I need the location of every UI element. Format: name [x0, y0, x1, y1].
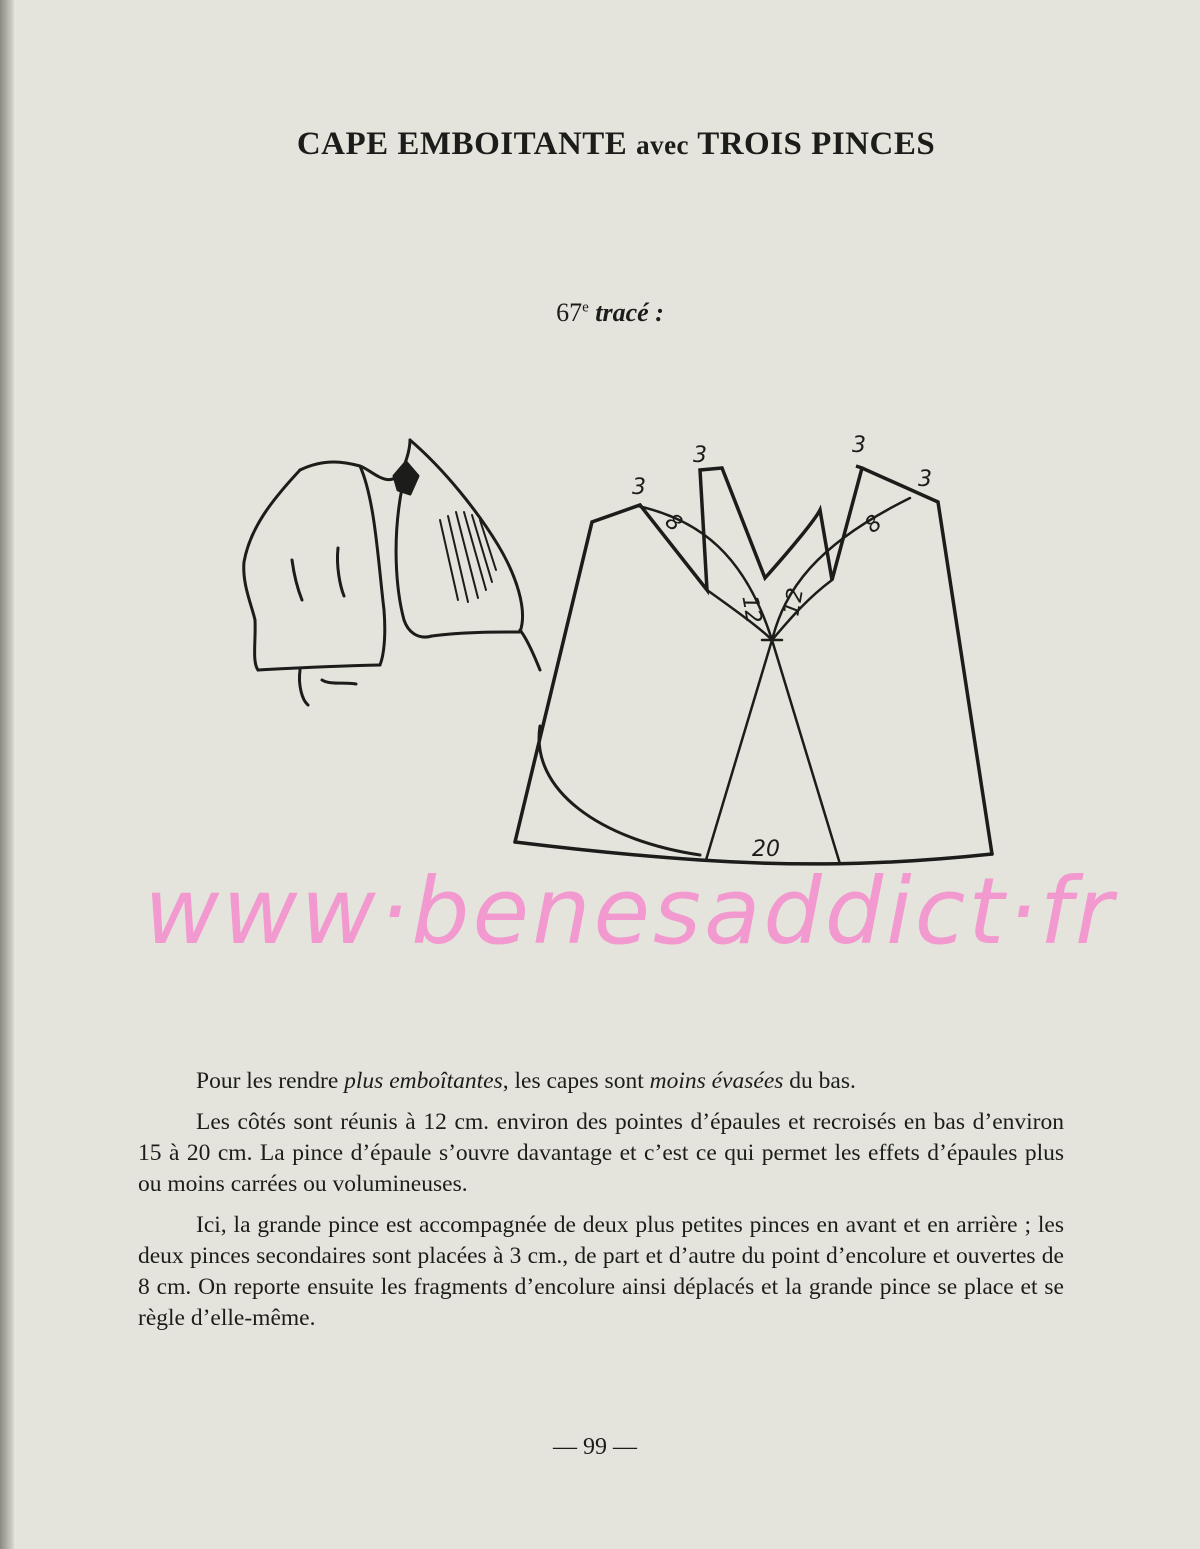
- sketch-collar: [300, 440, 410, 480]
- sketch-bow: [394, 462, 418, 494]
- title-part-2: avec: [636, 130, 690, 160]
- cape-sketch: [244, 440, 540, 705]
- paragraph-1: [138, 1066, 1064, 1097]
- p1-text-1: Pour les rendre: [196, 1068, 345, 1094]
- paragraph-2: Les côtés sont réunis à 12 cm. environ des pointes d’épaules et recroisés en bas d’environ 15 à 20 cm. La pince d’épaule s’ouvre davantage et c’est ce qui permet les effets d’épaules plus ou moins carrées ou volumineuses.: [138, 1109, 1064, 1197]
- label-hem-overlap: 20: [752, 837, 780, 862]
- p1-emphasis-1: plus emboîtantes: [344, 1068, 503, 1094]
- label-dart-top-right: 3: [852, 433, 866, 458]
- paragraph-3: Ici, la grande pince est accompagnée de deux plus petites pinces en avant et en arrière ; les deux pinces secondaires sont placées à 3 cm., de part et d’autre du point d’encolure et ouvertes de 8 cm. On reporte ensuite les fragments d’encolure ainsi déplacés et la grande pince se place et se règle d’elle-même.: [138, 1212, 1064, 1331]
- sketch-right-front: [396, 488, 432, 637]
- label-dart-opening-left: 8: [659, 509, 687, 538]
- label-dart-offset-left: 3: [632, 475, 646, 500]
- p1-text-3: du bas.: [783, 1068, 856, 1094]
- label-dart-top-left: 3: [693, 443, 707, 468]
- p1-emphasis-2: moins évasées: [649, 1068, 784, 1094]
- sketch-arm: [520, 630, 540, 670]
- caption-sup: e: [582, 299, 589, 316]
- sketch-lower-body: [299, 670, 356, 705]
- label-dart-opening-right: 8: [860, 510, 888, 539]
- sketch-shading: [440, 512, 496, 602]
- pattern-outline: [515, 466, 992, 854]
- sketch-left-front: [360, 466, 385, 665]
- caption-number: 67: [556, 298, 583, 327]
- label-dart-offset-right: 3: [918, 467, 932, 492]
- page-number: — 99 —: [553, 1434, 637, 1460]
- sketch-right-hem: [432, 632, 520, 636]
- crossing-line-left: [706, 640, 772, 860]
- back-curve: [539, 726, 700, 855]
- sketch-right-panel: [410, 440, 523, 632]
- watermark-text: www·benesaddict·fr: [144, 858, 1116, 965]
- sketch-left-hem: [258, 665, 380, 670]
- sketch-fold: [292, 548, 344, 600]
- title-part-3: TROIS PINCES: [697, 126, 936, 162]
- title-part-1: CAPE EMBOITANTE: [296, 126, 628, 162]
- caption-label: tracé :: [595, 298, 664, 327]
- cape-pattern: [515, 466, 992, 864]
- body-text: [138, 1066, 1064, 1344]
- sketch-left-panel: [244, 470, 300, 670]
- label-side-right: 12: [779, 586, 809, 618]
- crossing-line-right: [772, 640, 840, 864]
- label-side-left: 12: [736, 593, 766, 626]
- p1-text-2: , les capes sont: [502, 1068, 650, 1094]
